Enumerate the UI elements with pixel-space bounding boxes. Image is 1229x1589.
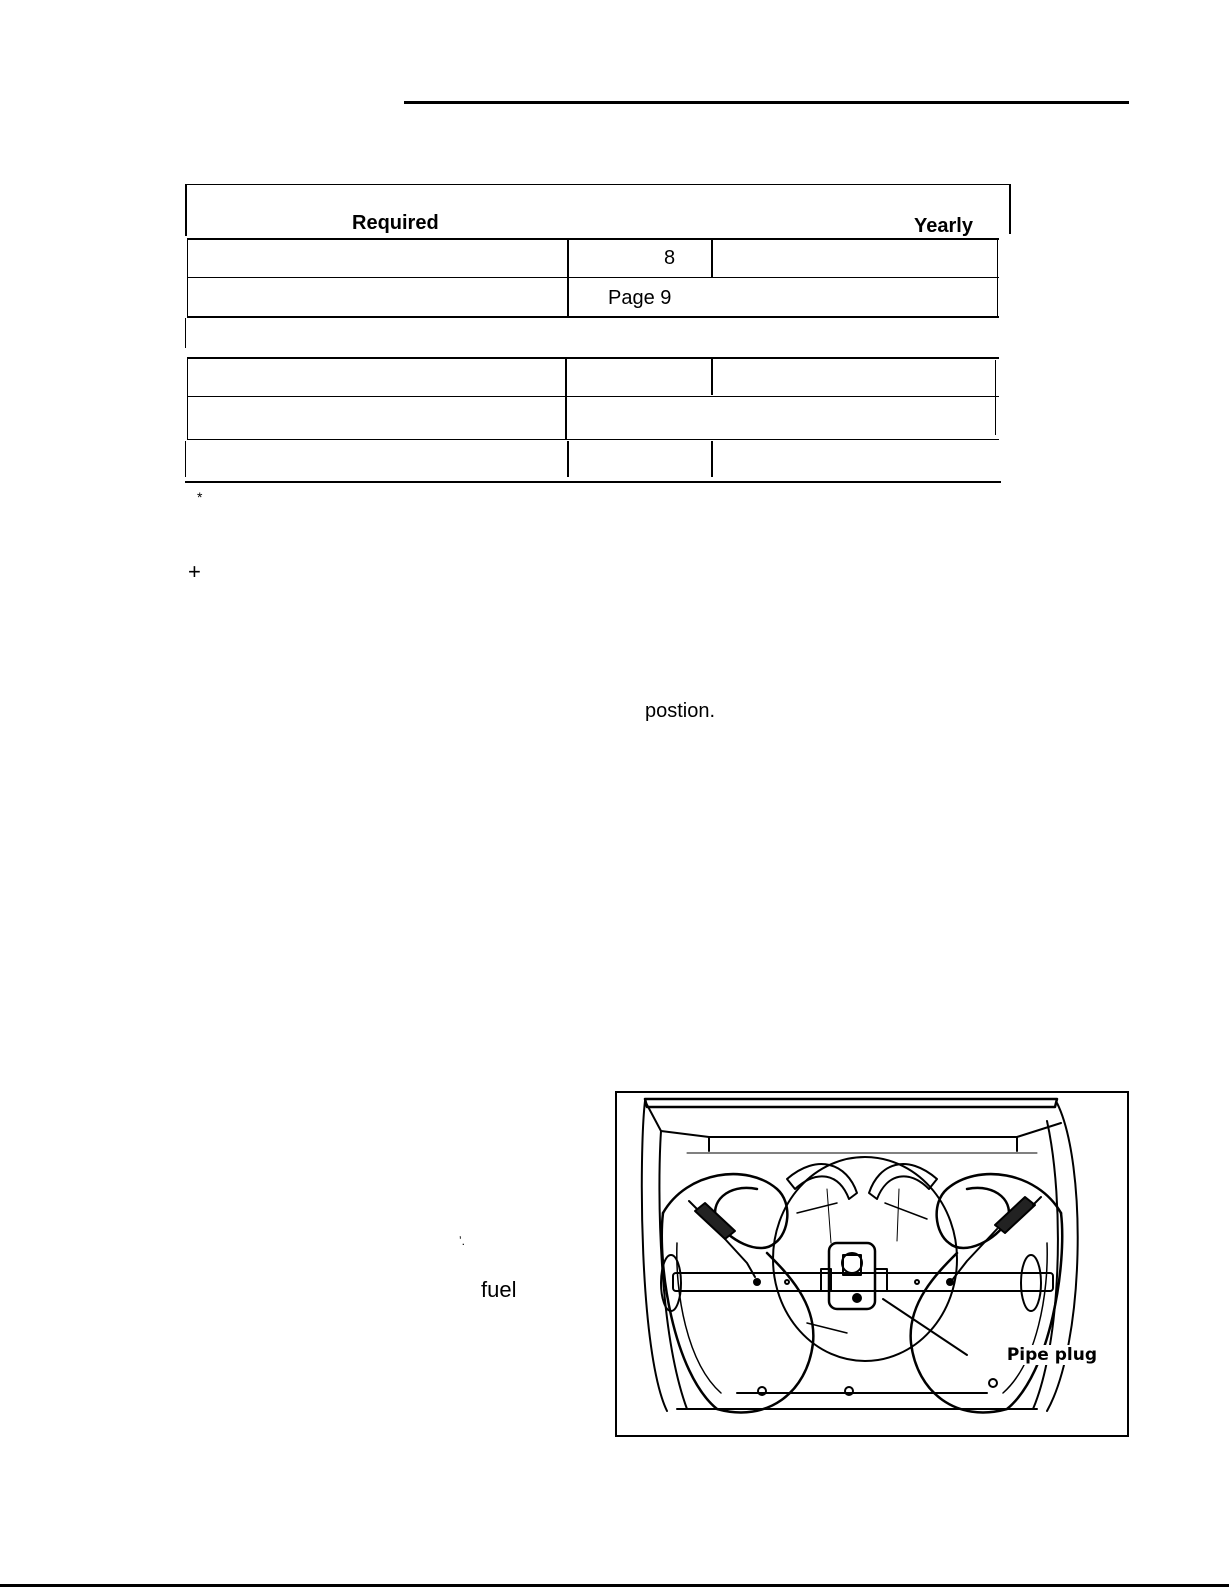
table-right-border <box>1009 184 1011 234</box>
row-1-col-divider <box>567 238 569 318</box>
auger-illustration <box>617 1093 1127 1435</box>
row-2-top-border <box>187 277 999 278</box>
row-1-left-border <box>187 238 188 278</box>
row-3-right-border <box>995 360 996 435</box>
row-1-col-divider-2 <box>711 238 713 278</box>
row-1-top-border <box>187 238 999 240</box>
row-3-col-divider <box>565 357 567 439</box>
row-3-top-border <box>187 357 999 359</box>
auger-figure <box>615 1091 1129 1437</box>
footnote-plus: + <box>188 559 201 584</box>
row-2-page-ref: Page 9 <box>608 287 672 309</box>
table-header-yearly: Yearly <box>914 215 973 237</box>
table-bottom-border <box>185 481 1001 483</box>
row-5-left-border <box>185 441 186 477</box>
row-5-col-divider-2 <box>711 441 713 477</box>
row-3-col-divider-2 <box>711 357 713 395</box>
table-left-border <box>185 184 187 236</box>
footer-rule <box>0 1584 1229 1587</box>
header-rule <box>404 101 1129 104</box>
row-3-left-border <box>187 357 188 439</box>
table-header-required: Required <box>352 212 439 234</box>
row-1-page-ref: 8 <box>664 247 676 269</box>
row-2-bottom-border <box>187 316 999 318</box>
row-2-left-border <box>187 277 188 317</box>
body-word-position: postion. <box>645 700 716 722</box>
footnote-asterisk: * <box>197 489 203 505</box>
pipe-plug-callout: Pipe plug <box>1006 1345 1097 1365</box>
body-word-fuel: fuel <box>481 1277 517 1302</box>
row-5-col-divider <box>567 441 569 477</box>
table-top-border <box>185 184 1011 185</box>
body-tick-mark: ʼ. <box>459 1234 465 1248</box>
section-left-mark <box>185 318 186 348</box>
row-4-top-border <box>187 396 999 397</box>
row-4-bottom-border <box>187 439 999 440</box>
row-1-right-border <box>997 238 998 318</box>
